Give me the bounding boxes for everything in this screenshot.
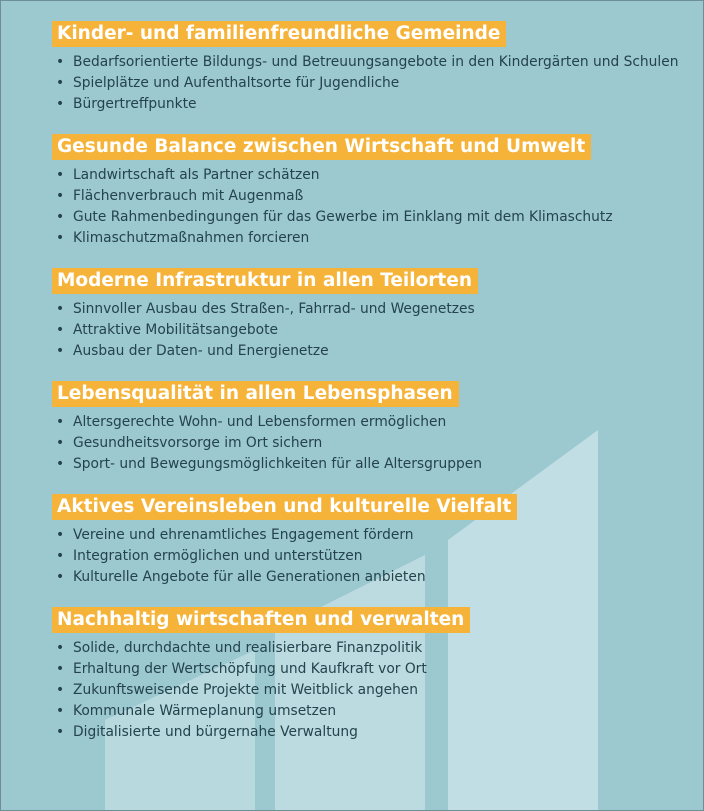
list-item: • Kommunale Wärmeplanung umsetzen	[52, 701, 682, 722]
list-item: • Gesundheitsvorsorge im Ort sichern	[52, 433, 682, 454]
section-wirtschaft-umwelt	[52, 134, 682, 249]
list-item: • Integration ermöglichen und unterstützen	[52, 546, 682, 567]
list-item: • Sport- und Bewegungsmöglichkeiten für alle Altersgruppen	[52, 454, 682, 475]
list-item: • Vereine und ehrenamtliches Engagement fördern	[52, 525, 682, 546]
list-item: • Landwirtschaft als Partner schätzen	[52, 165, 682, 186]
section-bullet-list	[52, 299, 682, 362]
list-item: • Digitalisierte und bürgernahe Verwaltung	[52, 722, 682, 743]
section-infrastruktur	[52, 268, 682, 362]
program-list	[52, 21, 682, 762]
list-item: • Erhaltung der Wertschöpfung und Kaufkraft vor Ort	[52, 659, 682, 680]
section-kinder-familie	[52, 21, 682, 115]
section-lebensqualitaet	[52, 381, 682, 475]
section-bullet-list	[52, 638, 682, 743]
list-item: • Attraktive Mobilitätsangebote	[52, 320, 682, 341]
list-item: • Bürgertreffpunkte	[52, 94, 682, 115]
section-heading: Gesunde Balance zwischen Wirtschaft und Umwelt	[52, 134, 591, 160]
section-heading: Lebensqualität in allen Lebensphasen	[52, 381, 459, 407]
section-bullet-list	[52, 412, 682, 475]
list-item: • Zukunftsweisende Projekte mit Weitblick angehen	[52, 680, 682, 701]
section-heading: Kinder- und familienfreundliche Gemeinde	[52, 21, 506, 47]
list-item: • Sinnvoller Ausbau des Straßen-, Fahrrad- und Wegenetzes	[52, 299, 682, 320]
list-item: • Bedarfsorientierte Bildungs- und Betreuungsangebote in den Kindergärten und Schulen	[52, 52, 682, 73]
list-item: • Ausbau der Daten- und Energienetze	[52, 341, 682, 362]
list-item: • Solide, durchdachte und realisierbare Finanzpolitik	[52, 638, 682, 659]
list-item: • Gute Rahmenbedingungen für das Gewerbe im Einklang mit dem Klimaschutz	[52, 207, 682, 228]
section-bullet-list	[52, 52, 682, 115]
list-item: • Kulturelle Angebote für alle Generationen anbieten	[52, 567, 682, 588]
list-item: • Klimaschutzmaßnahmen forcieren	[52, 228, 682, 249]
section-vereinsleben	[52, 494, 682, 588]
list-item: • Altersgerechte Wohn- und Lebensformen ermöglichen	[52, 412, 682, 433]
section-heading: Nachhaltig wirtschaften und verwalten	[52, 607, 470, 633]
section-heading: Aktives Vereinsleben und kulturelle Vielfalt	[52, 494, 517, 520]
list-item: • Spielplätze und Aufenthaltsorte für Jugendliche	[52, 73, 682, 94]
section-heading: Moderne Infrastruktur in allen Teilorten	[52, 268, 478, 294]
section-bullet-list	[52, 525, 682, 588]
section-nachhaltig	[52, 607, 682, 743]
section-bullet-list	[52, 165, 682, 249]
list-item: • Flächenverbrauch mit Augenmaß	[52, 186, 682, 207]
